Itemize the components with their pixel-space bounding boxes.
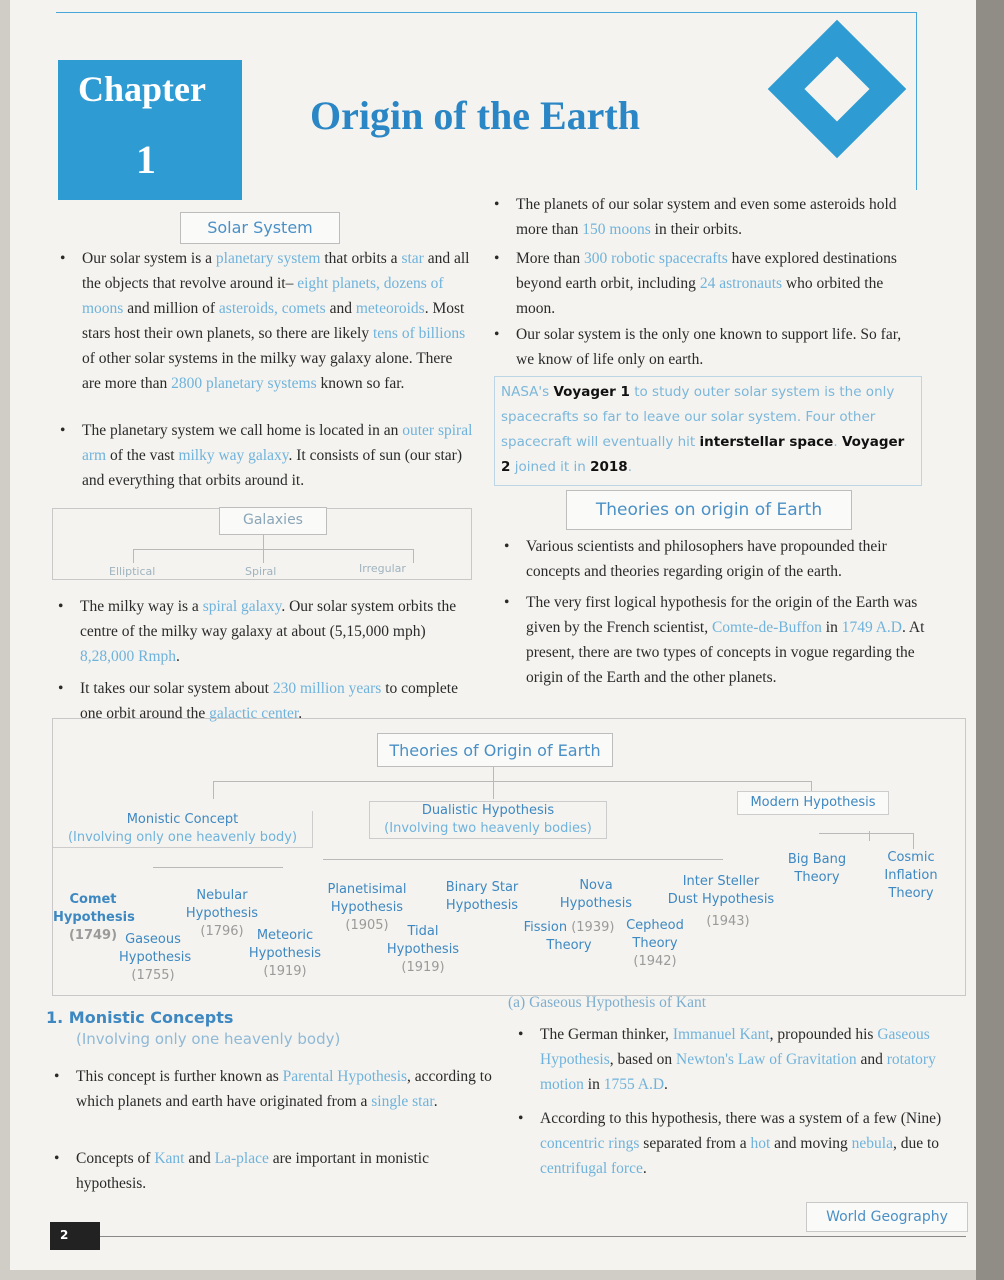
tidal-node: Tidal Hypothesis (1919): [386, 924, 460, 975]
chapter-rule: [240, 60, 242, 200]
paragraph: • This concept is further known as Parental Hypothesis, according to which planets and earth have originated from a single star.: [76, 1064, 496, 1114]
paragraph: • The German thinker, Immanuel Kant, propounded his Gaseous Hypothesis, based on Newton's Law of Gravitation and rotatory motion in 1755 A.D.: [540, 1022, 960, 1097]
meteoric-node: Meteoric Hypothesis (1919): [248, 928, 322, 979]
gaseous-node: Gaseous Hypothesis (1755): [119, 932, 192, 983]
chapter-title: Origin of the Earth: [310, 93, 640, 138]
section-heading: 1. Monistic Concepts: [46, 1008, 234, 1027]
bullet: •: [494, 196, 500, 213]
paragraph: • Our solar system is a planetary system that orbits a star and all the objects that revolve around it– eight planets, dozens of moons and million of asteroids, comets and meteoroids. Most stars host their own planets, so there are likely tens of billions of other solar systems in the milky way galaxy alone. There are more than 2800 planetary systems known so far.: [82, 246, 474, 396]
galaxy-type: Elliptical: [109, 565, 156, 578]
book-edge: [976, 0, 1004, 1280]
cosmic-inflation-node: Cosmic Inflation Theory: [884, 850, 938, 901]
binary-star-node: Binary Star Hypothesis: [445, 880, 519, 913]
subsection-heading: (a) Gaseous Hypothesis of Kant: [508, 994, 707, 1011]
chapter-number: 1: [136, 137, 156, 182]
bullet: •: [58, 680, 64, 697]
paragraph: • More than 300 robotic spacecrafts have explored destinations beyond earth orbit, including 24 astronauts who orbited the moon.: [516, 246, 920, 321]
galaxy-type: Irregular: [359, 562, 406, 575]
galaxy-type: Spiral: [245, 565, 277, 578]
galaxies-diagram: [52, 508, 472, 580]
section-heading: Solar System: [180, 212, 340, 244]
galaxies-heading: Galaxies: [219, 507, 327, 535]
paragraph: • It takes our solar system about 230 million years to complete one orbit around the galactic center.: [80, 676, 480, 726]
modern-node: Modern Hypothesis: [737, 791, 889, 815]
bullet: •: [518, 1026, 524, 1043]
footer-rule: [100, 1236, 966, 1237]
dualistic-node: Dualistic Hypothesis (Involving two heavenly bodies): [369, 801, 607, 839]
chapter-word: Chapter: [78, 69, 206, 109]
paragraph: • Various scientists and philosophers have propounded their concepts and theories regarding origin of the earth.: [526, 534, 934, 584]
book-title: World Geography: [806, 1202, 968, 1232]
bullet: •: [494, 326, 500, 343]
chapter-badge: [58, 60, 240, 200]
planetisimal-node: Planetisimal Hypothesis (1905): [327, 882, 407, 933]
paragraph: • The milky way is a spiral galaxy. Our solar system orbits the centre of the milky way galaxy at about (5,15,000 mph) 8,28,000 Rmph.: [80, 594, 480, 669]
bullet: •: [504, 594, 510, 611]
page-number: 2: [50, 1222, 100, 1250]
bullet: •: [494, 250, 500, 267]
section-subheading: (Involving only one heavenly body): [76, 1030, 341, 1048]
paragraph: • The planets of our solar system and even some asteroids hold more than 150 moons in their orbits.: [516, 192, 920, 242]
bullet: •: [504, 538, 510, 555]
section-heading: Theories on origin of Earth: [566, 490, 852, 530]
theories-diagram: [52, 718, 966, 996]
bullet: •: [518, 1110, 524, 1127]
paragraph: • According to this hypothesis, there was a system of a few (Nine) concentric rings separated from a hot and moving nebula, due to centrifugal force.: [540, 1106, 960, 1181]
cepheod-node: Cepheod Theory (1942): [626, 918, 684, 969]
comet-node: Comet Hypothesis (1749): [53, 892, 135, 943]
paragraph: • The very first logical hypothesis for the origin of the Earth was given by the French scientist, Comte-de-Buffon in 1749 A.D. At present, there are two types of concepts in vogue regarding the origin of the Earth and the other planets.: [526, 590, 934, 690]
bullet: •: [60, 422, 66, 439]
diagram-root: Theories of Origin of Earth: [377, 733, 613, 767]
paragraph: • Concepts of Kant and La-place are important in monistic hypothesis.: [76, 1146, 496, 1196]
paragraph: • The planetary system we call home is located in an outer spiral arm of the vast milky way galaxy. It consists of sun (our star) and everything that orbits around it.: [82, 418, 474, 493]
frame-line: [916, 12, 917, 190]
year-label: (1943): [706, 914, 750, 929]
bullet: •: [54, 1068, 60, 1085]
bullet: •: [58, 598, 64, 615]
bullet: •: [54, 1150, 60, 1167]
voyager-note: NASA's Voyager 1 to study outer solar system is the only spacecrafts so far to leave our solar system. Four other spacecraft will eventually hit interstellar space. Voyager 2 joined it in 2018.: [494, 376, 922, 486]
monistic-node: Monistic Concept (Involving only one heavenly body): [53, 811, 313, 848]
big-bang-node: Big Bang Theory: [787, 852, 847, 885]
interstellar-node: Inter Steller Dust Hypothesis: [667, 874, 775, 907]
nebular-node: Nebular Hypothesis (1796): [185, 888, 259, 939]
frame-line: [56, 12, 916, 13]
paragraph: • Our solar system is the only one known to support life. So far, we know of life only on earth.: [516, 322, 920, 372]
fission-node: Fission (1939) Theory: [523, 920, 615, 953]
bullet: •: [60, 250, 66, 267]
nova-node: Nova Hypothesis: [559, 878, 633, 911]
